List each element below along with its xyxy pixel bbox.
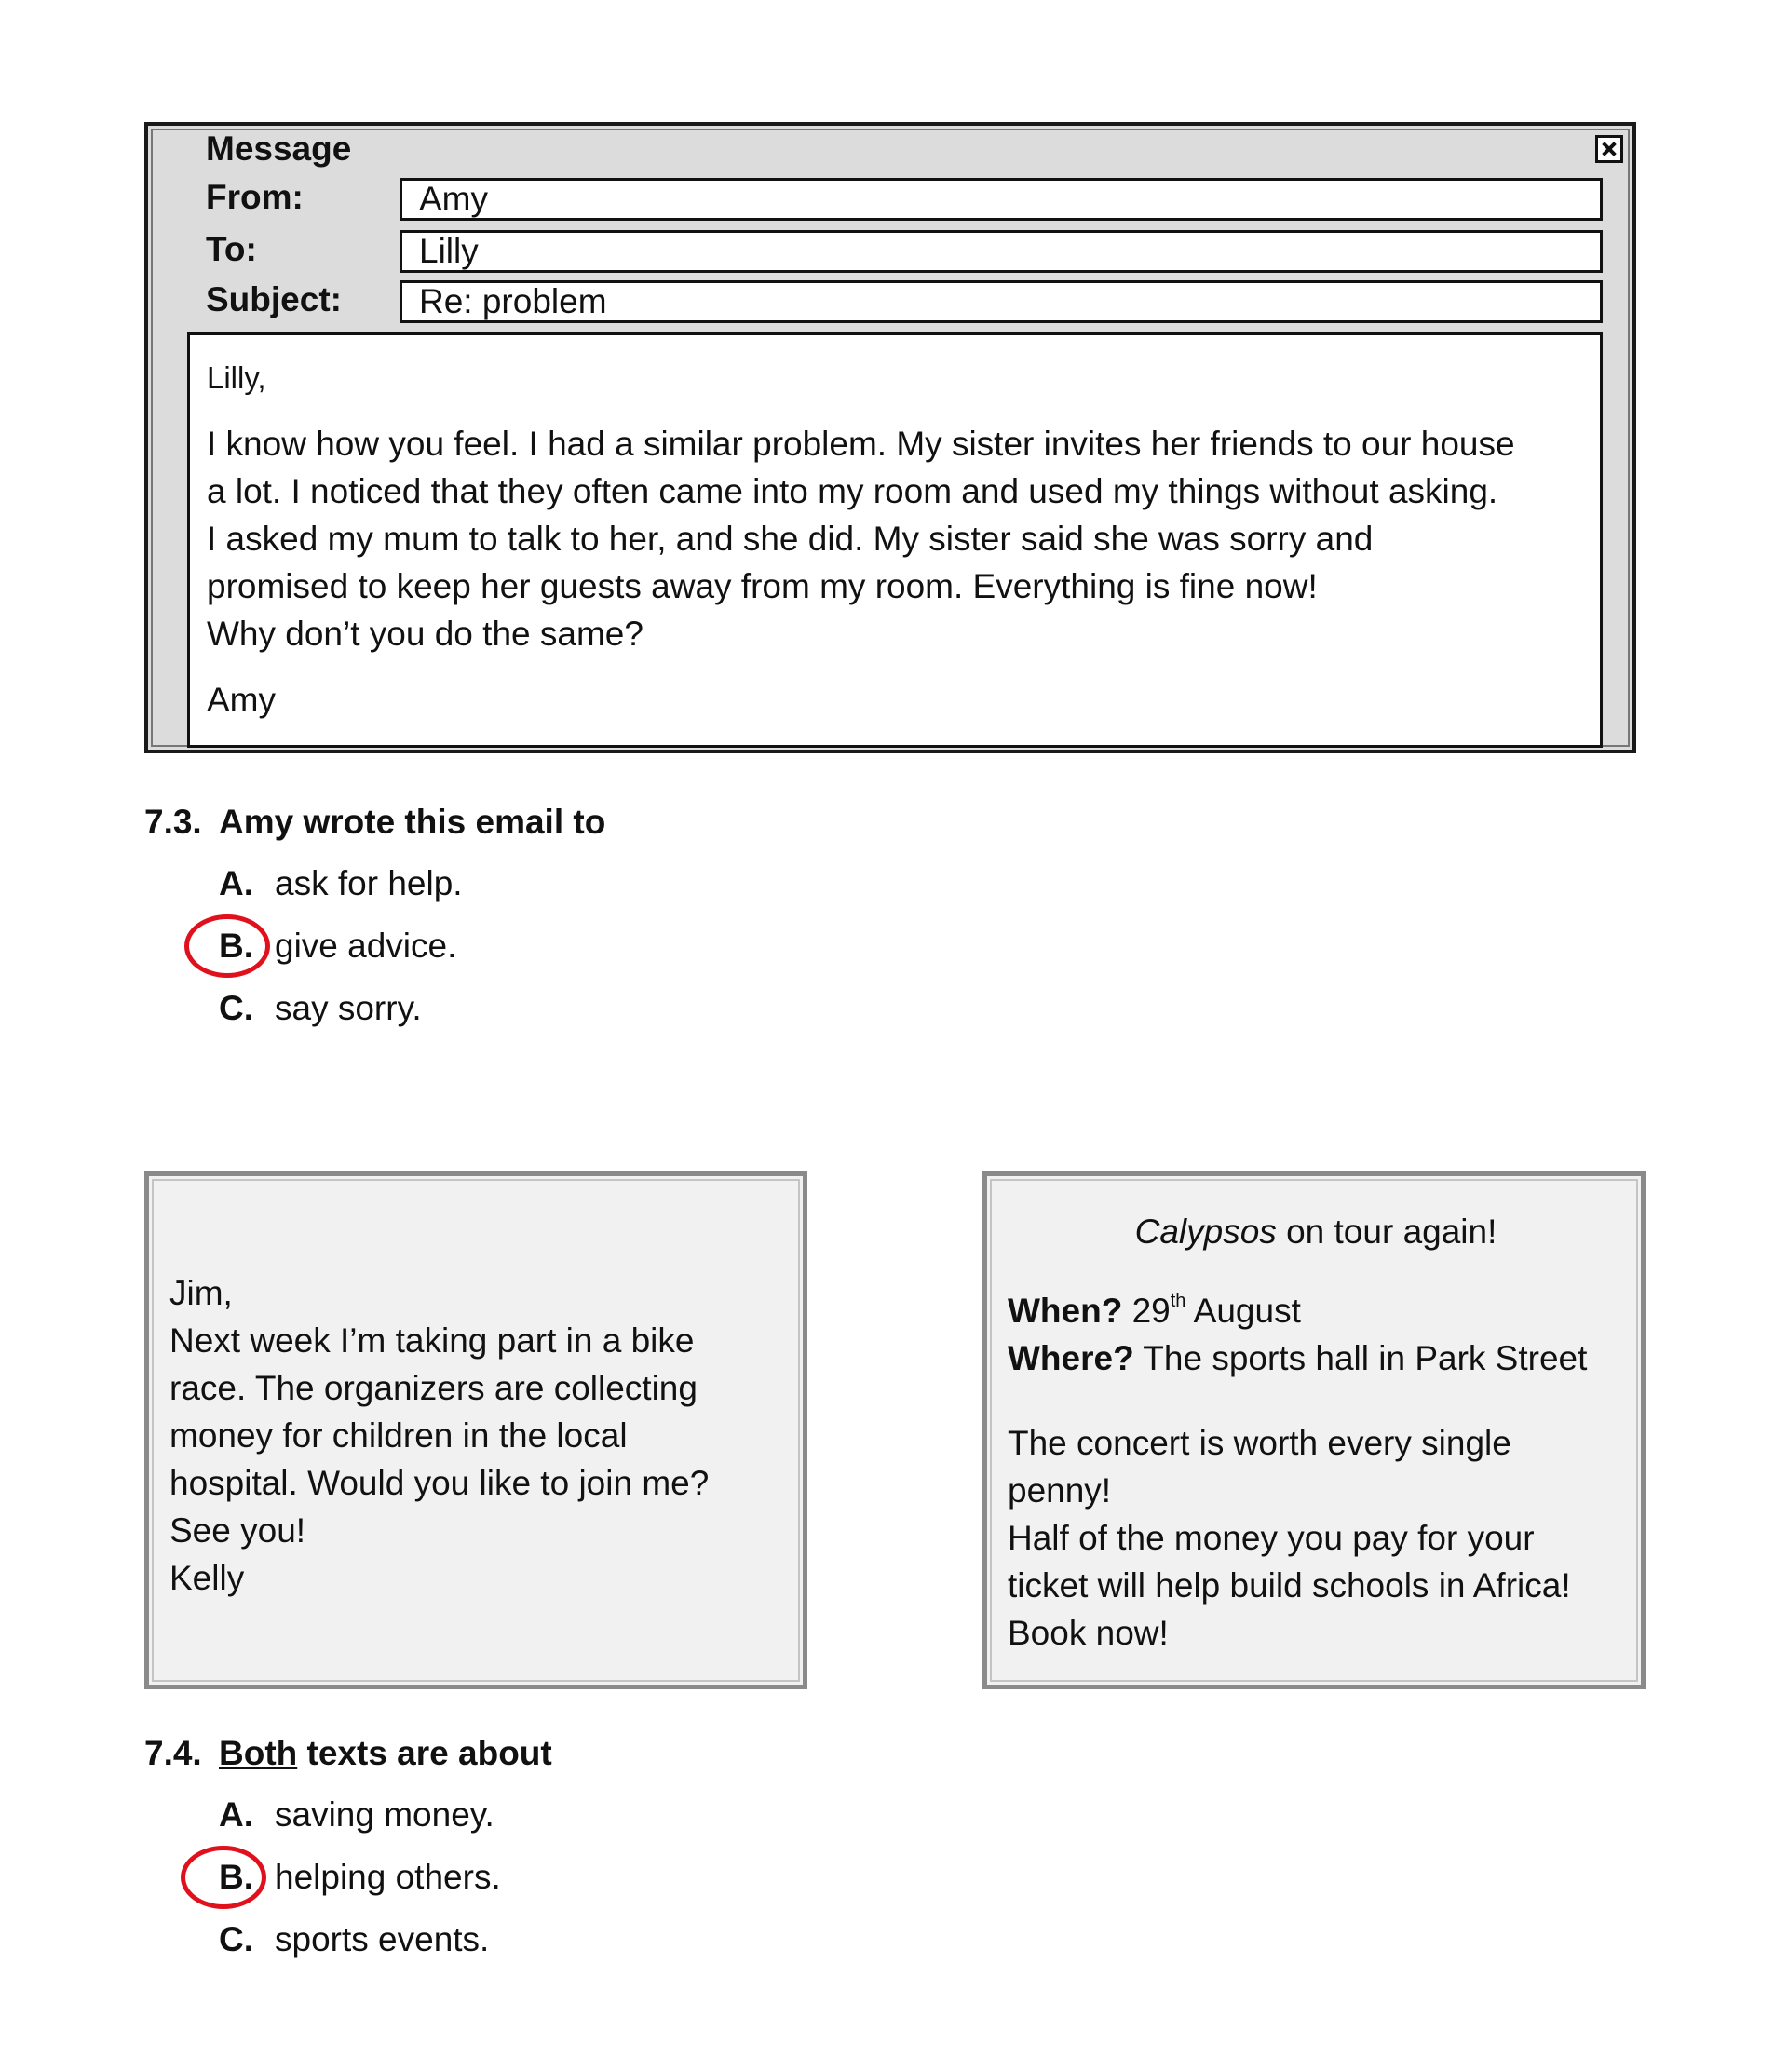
subject-label: Subject:	[206, 280, 342, 318]
note-kelly	[144, 1171, 807, 1689]
option-text: ask for help.	[275, 864, 463, 902]
note-line: race. The organizers are collecting	[169, 1369, 698, 1407]
email-window-title: Message	[206, 129, 352, 168]
q73-option-a[interactable]	[219, 864, 463, 903]
question-number: 7.4.	[144, 1734, 202, 1772]
question-text: texts are about	[297, 1734, 552, 1772]
email-body-line: I asked my mum to talk to her, and she did. My sister said she was sorry and	[207, 520, 1374, 558]
note-line: See you!	[169, 1511, 306, 1550]
band-name: Calypsos	[1134, 1212, 1277, 1251]
option-letter: A.	[219, 1795, 253, 1834]
question-7-3-title	[144, 803, 605, 842]
email-body-line: I know how you feel. I had a similar problem. My sister invites her friends to our house	[207, 425, 1515, 463]
from-label: From:	[206, 178, 304, 216]
option-text: saving money.	[275, 1795, 494, 1834]
option-text: sports events.	[275, 1920, 490, 1958]
email-body-line: promised to keep her guests away from my room. Everything is fine now!	[207, 567, 1318, 605]
note-line: Kelly	[169, 1559, 245, 1597]
option-letter: B.	[219, 1858, 253, 1896]
ad-line: penny!	[1008, 1471, 1112, 1510]
when-label: When?	[1008, 1292, 1123, 1330]
to-field[interactable]: Lilly	[400, 230, 1603, 273]
ad-line: Half of the money you pay for your	[1008, 1519, 1535, 1557]
ad-when	[1008, 1287, 1624, 1334]
q73-option-c[interactable]	[219, 989, 422, 1028]
answer-circle-mark	[184, 914, 270, 978]
where-value: The sports hall in Park Street	[1133, 1339, 1588, 1377]
ad-line: Book now!	[1008, 1614, 1169, 1652]
option-text: give advice.	[275, 927, 457, 965]
when-suffix: th	[1170, 1290, 1186, 1311]
ad-line: The concert is worth every single	[1008, 1424, 1511, 1462]
note-line: money for children in the local	[169, 1416, 628, 1455]
question-text: Amy wrote this email to	[219, 803, 606, 841]
email-body-line: Why don’t you do the same?	[207, 615, 643, 653]
answer-circle-mark	[181, 1846, 266, 1909]
question-text-underlined: Both	[219, 1734, 298, 1772]
note-line: Next week I’m taking part in a bike	[169, 1321, 695, 1360]
from-field[interactable]: Amy	[400, 178, 1603, 221]
email-signature: Amy	[207, 681, 276, 719]
question-7-4-title	[144, 1734, 552, 1773]
note-line: Jim,	[169, 1274, 233, 1312]
option-text: say sorry.	[275, 989, 422, 1027]
question-number: 7.3.	[144, 803, 202, 841]
when-day: 29	[1122, 1292, 1171, 1330]
q74-option-c[interactable]	[219, 1920, 489, 1959]
option-letter: C.	[219, 1920, 253, 1958]
option-letter: B.	[219, 927, 253, 965]
subject-field[interactable]: Re: problem	[400, 280, 1603, 323]
ad-headline	[1008, 1208, 1624, 1255]
when-month: August	[1185, 1292, 1301, 1330]
email-window	[144, 122, 1636, 753]
email-greeting: Lilly,	[207, 360, 266, 395]
to-label: To:	[206, 230, 257, 268]
option-letter: A.	[219, 864, 253, 902]
email-body[interactable]	[187, 332, 1603, 748]
q74-option-a[interactable]	[219, 1795, 494, 1835]
email-body-line: a lot. I noticed that they often came into my room and used my things without asking.	[207, 472, 1498, 510]
headline-rest: on tour again!	[1276, 1212, 1497, 1251]
ad-line: ticket will help build schools in Africa!	[1008, 1566, 1571, 1605]
concert-ad	[982, 1171, 1646, 1689]
where-label: Where?	[1008, 1339, 1134, 1377]
option-letter: C.	[219, 989, 253, 1027]
close-icon[interactable]	[1595, 135, 1623, 163]
option-text: helping others.	[275, 1858, 501, 1896]
ad-where	[1008, 1334, 1624, 1382]
note-line: hospital. Would you like to join me?	[169, 1464, 710, 1502]
